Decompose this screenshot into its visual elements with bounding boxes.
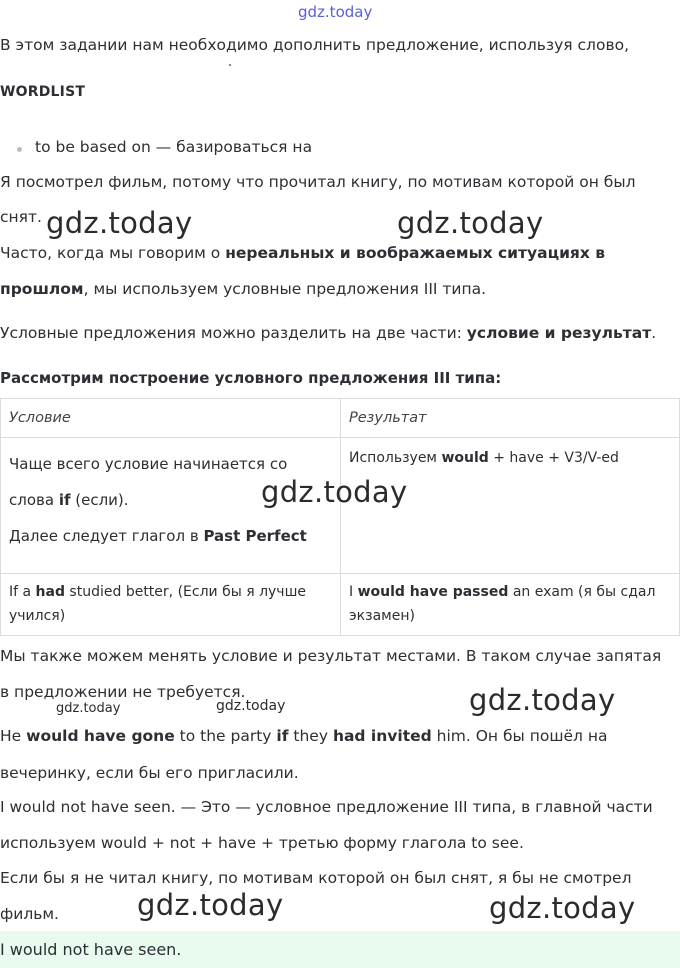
result-cell: Используем would + have + V3/V-ed	[341, 438, 680, 574]
condition-line-1: Чаще всего условие начинается со	[9, 455, 288, 473]
theory-paragraph-1-line-2: прошлом, мы используем условные предложения III типа.	[0, 280, 487, 298]
example-line-2: вечеринку, если бы его пригласили.	[0, 764, 299, 782]
translation-line-2: снят.	[0, 208, 42, 226]
watermark-small: gdz.today	[56, 701, 121, 716]
wordlist-heading: WORDLIST	[0, 84, 86, 100]
example-line-1: He would have gone to the party if they had invited him. Он бы пошёл на	[0, 727, 608, 745]
watermark: gdz.today	[261, 475, 408, 509]
watermark: gdz.today	[489, 891, 636, 925]
condition-line-3: Далее следует глагол в Past Perfect	[9, 527, 307, 545]
table-title: Рассмотрим построение условного предложения III типа:	[0, 369, 502, 387]
wordlist-item: to be based on — базироваться на	[35, 138, 313, 156]
answer-box	[0, 931, 680, 968]
watermark: gdz.today	[469, 683, 616, 717]
watermark-small: gdz.today	[216, 698, 286, 714]
explanation-line-2: используем would + not + have + третью форму глагола to see.	[0, 834, 524, 852]
table-header-row	[1, 399, 680, 438]
condition-line-2: слова if (если).	[9, 491, 129, 509]
explanation-line-1: I would not have seen. — Это — условное предложение III типа, в главной части	[0, 798, 653, 816]
explanation-line-3: Если бы я не читал книгу, по мотивам которой он был снят, я бы не смотрел	[0, 869, 632, 887]
explanation-line-4: фильм.	[0, 905, 59, 923]
watermark: gdz.today	[397, 206, 544, 240]
bullet-icon	[17, 147, 22, 152]
answer-text: I would not have seen.	[0, 940, 182, 959]
example-result-cell: I would have passed an exam (я бы сдал экзамен)	[341, 574, 680, 636]
theory-paragraph-1-line-1: Часто, когда мы говорим о нереальных и воображаемых ситуациях в	[0, 244, 606, 262]
watermark: gdz.today	[137, 888, 284, 922]
translation-line-1: Я посмотрел фильм, потому что прочитал книгу, по мотивам которой он был	[0, 173, 636, 191]
table-row	[1, 574, 680, 636]
header-condition: Условие	[9, 410, 71, 426]
intro-text: В этом задании нам необходимо дополнить предложение, используя слово,	[0, 36, 629, 54]
example-condition-cell: If a had studied better, (Если бы я лучше учился)	[1, 574, 341, 636]
swap-line-1: Мы также можем менять условие и результат местами. В таком случае запятая	[0, 647, 662, 665]
swap-line-2: в предложении не требуется.	[0, 683, 246, 701]
stray-dot	[229, 64, 231, 66]
theory-paragraph-2: Условные предложения можно разделить на две части: условие и результат.	[0, 324, 657, 342]
conditional-table	[0, 398, 680, 636]
watermark: gdz.today	[46, 206, 193, 240]
watermark-top: gdz.today	[298, 3, 373, 21]
header-result: Результат	[349, 410, 427, 426]
